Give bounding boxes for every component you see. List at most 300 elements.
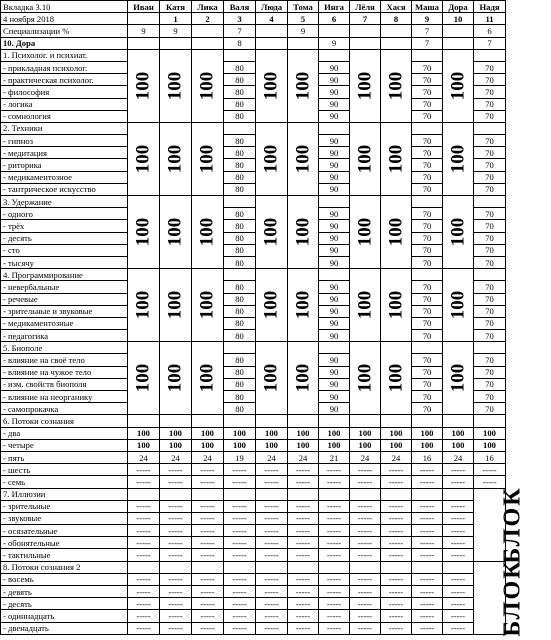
- big-value-text: 100: [292, 364, 313, 393]
- big-value: [256, 49, 288, 122]
- big-value: [288, 196, 319, 269]
- dash-cell: -----: [319, 573, 350, 585]
- dash-cell: -----: [350, 610, 381, 622]
- table-row: [1, 256, 506, 268]
- big-value: [160, 269, 192, 342]
- value-cell: 90: [319, 391, 350, 403]
- value-cell: 100: [224, 439, 256, 451]
- row-label: - звуковые: [1, 512, 128, 524]
- person-number: 9: [412, 13, 443, 25]
- big-value-text: 100: [447, 364, 468, 393]
- dash-cell: -----: [256, 500, 288, 512]
- value-cell: 100: [381, 427, 412, 439]
- value-cell: 80: [224, 256, 256, 268]
- person-number: 8: [381, 13, 412, 25]
- value-cell: 70: [412, 391, 443, 403]
- dash-cell: -----: [256, 537, 288, 549]
- person-name: Тома: [288, 1, 319, 13]
- dash-cell: -----: [381, 525, 412, 537]
- big-value: [443, 49, 474, 122]
- dash-cell: -----: [256, 586, 288, 598]
- value-cell: -----: [443, 464, 474, 476]
- dash-cell: -----: [160, 525, 192, 537]
- dash-cell: -----: [443, 622, 474, 634]
- value-cell: 90: [319, 317, 350, 329]
- big-value: [128, 342, 160, 415]
- value-cell: 100: [412, 439, 443, 451]
- dora-value: [192, 37, 224, 49]
- dash-cell: -----: [381, 512, 412, 524]
- row-label: - самопрокачка: [1, 403, 128, 415]
- value-cell: 80: [224, 208, 256, 220]
- big-value: [128, 49, 160, 122]
- table-row: [1, 427, 506, 439]
- big-value-text: 100: [354, 217, 375, 247]
- dora-value: [288, 37, 319, 49]
- table-cell: [319, 488, 350, 500]
- table-cell: [474, 415, 506, 427]
- table-cell: [288, 561, 319, 573]
- big-value-text: 100: [164, 144, 186, 174]
- value-cell: 21: [319, 451, 350, 463]
- section-title-row: [1, 269, 506, 281]
- value-cell: 24: [288, 451, 319, 463]
- value-cell: 100: [160, 439, 192, 451]
- value-cell: 100: [160, 427, 192, 439]
- big-value-text: 100: [354, 290, 375, 320]
- big-value-text: 100: [196, 290, 218, 320]
- table-cell: [412, 122, 443, 134]
- row-label: - влияние на чужое тело: [1, 366, 128, 378]
- big-value-text: 100: [385, 290, 406, 320]
- value-cell: 80: [224, 366, 256, 378]
- big-value-text: 100: [447, 144, 468, 174]
- dash-cell: -----: [192, 512, 224, 524]
- big-value-text: 100: [164, 290, 186, 320]
- big-value: [160, 122, 192, 195]
- table-row: [1, 451, 506, 463]
- value-cell: 70: [412, 110, 443, 122]
- special-row: [1, 25, 506, 37]
- value-cell: 70: [474, 74, 506, 86]
- value-cell: -----: [288, 464, 319, 476]
- dora-row: [1, 37, 506, 49]
- row-label: - влияние на неорганику: [1, 391, 128, 403]
- big-value: [192, 269, 224, 342]
- row-label: - изм. свойств биополя: [1, 378, 128, 390]
- dash-cell: -----: [224, 525, 256, 537]
- dash-cell: -----: [350, 622, 381, 634]
- value-cell: 24: [160, 451, 192, 463]
- special-value: 6: [474, 25, 506, 37]
- dora-value: 7: [412, 37, 443, 49]
- big-value: [288, 122, 319, 195]
- person-name: Лёля: [350, 1, 381, 13]
- section-title: 4. Программирование: [1, 269, 128, 281]
- value-cell: 80: [224, 74, 256, 86]
- person-name: Надя: [474, 1, 506, 13]
- dash-cell: -----: [443, 500, 474, 512]
- dash-cell: -----: [319, 525, 350, 537]
- table-row: [1, 586, 506, 598]
- big-value: [381, 122, 412, 195]
- person-name: Маша: [412, 1, 443, 13]
- dash-cell: -----: [381, 586, 412, 598]
- row-label: - одного: [1, 208, 128, 220]
- dash-cell: -----: [319, 549, 350, 561]
- value-cell: 90: [319, 293, 350, 305]
- table-row: [1, 232, 506, 244]
- value-cell: 70: [474, 147, 506, 159]
- dora-value: 8: [224, 37, 256, 49]
- value-cell: -----: [381, 476, 412, 488]
- table-cell: [412, 561, 443, 573]
- person-number: 5: [288, 13, 319, 25]
- dash-cell: -----: [381, 500, 412, 512]
- table-cell: [128, 488, 160, 500]
- table-row: [1, 439, 506, 451]
- value-cell: 70: [474, 305, 506, 317]
- value-cell: 70: [412, 256, 443, 268]
- value-cell: 70: [474, 220, 506, 232]
- header-row: [1, 13, 506, 25]
- value-cell: 100: [192, 427, 224, 439]
- dash-cell: -----: [381, 549, 412, 561]
- value-cell: 80: [224, 220, 256, 232]
- value-cell: 90: [319, 256, 350, 268]
- table-cell: [224, 415, 256, 427]
- value-cell: 90: [319, 208, 350, 220]
- table-row: [1, 147, 506, 159]
- dash-cell: -----: [224, 610, 256, 622]
- value-cell: 80: [224, 86, 256, 98]
- value-cell: 70: [474, 98, 506, 110]
- value-cell: 70: [412, 232, 443, 244]
- big-value-text: 100: [260, 217, 282, 247]
- table-row: [1, 610, 506, 622]
- table-cell: [381, 415, 412, 427]
- row-label: - философия: [1, 86, 128, 98]
- big-value: [381, 196, 412, 269]
- value-cell: 80: [224, 281, 256, 293]
- value-cell: 90: [319, 135, 350, 147]
- dash-cell: -----: [224, 622, 256, 634]
- row-label: - девять: [1, 586, 128, 598]
- value-cell: 70: [412, 208, 443, 220]
- value-cell: 90: [319, 74, 350, 86]
- big-value-text: 100: [164, 71, 186, 101]
- value-cell: 24: [128, 451, 160, 463]
- dash-cell: -----: [288, 525, 319, 537]
- person-number: 7: [350, 13, 381, 25]
- big-value: [192, 196, 224, 269]
- table-cell: [256, 561, 288, 573]
- big-value-text: 100: [447, 71, 468, 101]
- table-row: [1, 61, 506, 73]
- value-cell: 70: [474, 256, 506, 268]
- person-number: 10: [443, 13, 474, 25]
- value-cell: 70: [474, 183, 506, 195]
- big-value-text: 100: [132, 144, 154, 174]
- table-cell: [160, 415, 192, 427]
- table-row: [1, 354, 506, 366]
- value-cell: 100: [192, 439, 224, 451]
- dash-cell: -----: [128, 610, 160, 622]
- value-cell: 70: [412, 159, 443, 171]
- big-value: [288, 49, 319, 122]
- table-cell: [412, 342, 443, 354]
- value-cell: 80: [224, 330, 256, 342]
- big-value-text: 100: [292, 217, 313, 247]
- dash-cell: -----: [192, 537, 224, 549]
- value-cell: -----: [350, 476, 381, 488]
- table-cell: [224, 196, 256, 208]
- person-name: Дора: [443, 1, 474, 13]
- table-cell: [160, 561, 192, 573]
- tab-title: Вкладка 3.10: [1, 1, 128, 13]
- dash-cell: -----: [224, 537, 256, 549]
- table-row: [1, 183, 506, 195]
- person-name: Хася: [381, 1, 412, 13]
- big-value: [381, 49, 412, 122]
- table-row: [1, 305, 506, 317]
- section-title-row: [1, 196, 506, 208]
- value-cell: 80: [224, 293, 256, 305]
- dash-cell: -----: [350, 537, 381, 549]
- row-label: - восемь: [1, 573, 128, 585]
- value-cell: 70: [412, 281, 443, 293]
- dash-cell: -----: [224, 586, 256, 598]
- dash-cell: -----: [288, 573, 319, 585]
- table-row: [1, 74, 506, 86]
- special-label: Специализации %: [1, 25, 128, 37]
- value-cell: 70: [412, 171, 443, 183]
- section-title-row: [1, 49, 506, 61]
- value-cell: -----: [224, 476, 256, 488]
- dash-cell: -----: [256, 525, 288, 537]
- dash-cell: -----: [192, 586, 224, 598]
- person-number: 11: [474, 13, 506, 25]
- table-cell: [319, 49, 350, 61]
- value-cell: -----: [381, 464, 412, 476]
- row-label: - речевые: [1, 293, 128, 305]
- value-cell: 70: [412, 403, 443, 415]
- value-cell: -----: [474, 464, 506, 476]
- row-label: - медитация: [1, 147, 128, 159]
- dash-cell: -----: [319, 598, 350, 610]
- value-cell: 90: [319, 244, 350, 256]
- row-label: - педагогика: [1, 330, 128, 342]
- dash-cell: -----: [160, 549, 192, 561]
- value-cell: 100: [319, 427, 350, 439]
- value-cell: 24: [350, 451, 381, 463]
- row-label: - трёх: [1, 220, 128, 232]
- dash-cell: -----: [160, 586, 192, 598]
- value-cell: 80: [224, 403, 256, 415]
- big-value-text: 100: [385, 364, 406, 393]
- dora-value: [350, 37, 381, 49]
- dash-cell: -----: [381, 610, 412, 622]
- big-value: [128, 196, 160, 269]
- big-value-text: 100: [132, 217, 154, 247]
- table-row: [1, 476, 506, 488]
- row-label: - сомнология: [1, 110, 128, 122]
- big-value-text: 100: [196, 144, 218, 174]
- big-value-text: 100: [292, 290, 313, 320]
- table-row: [1, 464, 506, 476]
- table-row: [1, 330, 506, 342]
- table-row: [1, 159, 506, 171]
- big-value-text: 100: [260, 144, 282, 174]
- table-row: [1, 110, 506, 122]
- dash-cell: -----: [443, 549, 474, 561]
- big-value-text: 100: [196, 71, 218, 101]
- value-cell: 80: [224, 171, 256, 183]
- section-title: 5. Биополе: [1, 342, 128, 354]
- section-title-row: [1, 122, 506, 134]
- date-label: 4 ноября 2018: [1, 13, 128, 25]
- dash-cell: -----: [412, 512, 443, 524]
- special-value: [381, 25, 412, 37]
- value-cell: 70: [412, 86, 443, 98]
- table-row: [1, 573, 506, 585]
- dash-cell: -----: [381, 573, 412, 585]
- value-cell: 70: [412, 61, 443, 73]
- value-cell: 100: [256, 427, 288, 439]
- value-cell: -----: [256, 464, 288, 476]
- row-label: - десять: [1, 232, 128, 244]
- table-row: [1, 317, 506, 329]
- row-label: - медикаментозное: [1, 171, 128, 183]
- table-cell: [474, 269, 506, 281]
- person-number: 4: [256, 13, 288, 25]
- dash-cell: -----: [160, 500, 192, 512]
- dash-cell: -----: [381, 622, 412, 634]
- special-value: 9: [288, 25, 319, 37]
- value-cell: 70: [412, 183, 443, 195]
- table-cell: [443, 415, 474, 427]
- special-value: [443, 25, 474, 37]
- value-cell: 100: [443, 427, 474, 439]
- dora-value: 9: [319, 37, 350, 49]
- dash-cell: -----: [192, 500, 224, 512]
- table-cell: [350, 561, 381, 573]
- big-value-text: 100: [260, 290, 282, 320]
- row-label: - гипноз: [1, 135, 128, 147]
- dash-cell: -----: [443, 573, 474, 585]
- table-row: [1, 622, 506, 634]
- dash-cell: -----: [412, 525, 443, 537]
- big-value: [192, 122, 224, 195]
- section-title-row: [1, 342, 506, 354]
- value-cell: 90: [319, 171, 350, 183]
- value-cell: 80: [224, 135, 256, 147]
- person-name: Катя: [160, 1, 192, 13]
- dash-cell: -----: [128, 622, 160, 634]
- dash-cell: -----: [350, 586, 381, 598]
- big-value-text: 100: [132, 71, 154, 101]
- row-label: - четыре: [1, 439, 128, 451]
- big-value: [350, 196, 381, 269]
- value-cell: 90: [319, 378, 350, 390]
- big-value: [350, 342, 381, 415]
- value-cell: 70: [412, 244, 443, 256]
- special-value: [192, 25, 224, 37]
- dash-cell: -----: [256, 549, 288, 561]
- value-cell: 70: [474, 208, 506, 220]
- value-cell: 70: [474, 110, 506, 122]
- value-cell: 100: [256, 439, 288, 451]
- dash-cell: -----: [256, 610, 288, 622]
- table-row: [1, 525, 506, 537]
- dash-cell: -----: [256, 512, 288, 524]
- value-cell: 70: [412, 220, 443, 232]
- big-value-text: 100: [385, 217, 406, 247]
- big-value-text: 100: [354, 364, 375, 393]
- dash-cell: -----: [160, 610, 192, 622]
- dash-cell: -----: [288, 537, 319, 549]
- person-number: 3: [224, 13, 256, 25]
- row-label: - десять: [1, 598, 128, 610]
- row-label: - обонятельные: [1, 537, 128, 549]
- value-cell: 80: [224, 98, 256, 110]
- row-label: - влияние на своё тело: [1, 354, 128, 366]
- value-cell: 70: [412, 74, 443, 86]
- table-cell: [224, 269, 256, 281]
- big-value: [192, 49, 224, 122]
- value-cell: 100: [474, 427, 506, 439]
- dash-cell: -----: [350, 500, 381, 512]
- person-number: 6: [319, 13, 350, 25]
- table-row: [1, 244, 506, 256]
- table-cell: [224, 342, 256, 354]
- value-cell: 80: [224, 147, 256, 159]
- big-value-text: 100: [292, 71, 313, 101]
- row-label: - двенадцать: [1, 622, 128, 634]
- big-value: [443, 122, 474, 195]
- value-cell: -----: [256, 476, 288, 488]
- row-label: - риторика: [1, 159, 128, 171]
- big-value: [192, 342, 224, 415]
- table-cell: [288, 488, 319, 500]
- row-label: - осязательные: [1, 525, 128, 537]
- row-label: - медикаментозные: [1, 317, 128, 329]
- dash-cell: -----: [319, 622, 350, 634]
- big-value: [443, 342, 474, 415]
- dash-cell: -----: [350, 598, 381, 610]
- value-cell: 19: [224, 451, 256, 463]
- value-cell: 70: [412, 305, 443, 317]
- dash-cell: -----: [288, 622, 319, 634]
- table-row: [1, 208, 506, 220]
- big-value-text: 100: [385, 71, 406, 101]
- table-cell: [381, 488, 412, 500]
- table-row: [1, 171, 506, 183]
- dash-cell: -----: [128, 500, 160, 512]
- big-value-text: 100: [447, 217, 468, 247]
- dash-cell: -----: [443, 610, 474, 622]
- row-label: - логика: [1, 98, 128, 110]
- dash-cell: -----: [412, 573, 443, 585]
- table-row: [1, 512, 506, 524]
- table-cell: [256, 488, 288, 500]
- table-cell: [381, 561, 412, 573]
- dash-cell: -----: [443, 586, 474, 598]
- value-cell: 100: [128, 439, 160, 451]
- value-cell: 100: [381, 439, 412, 451]
- section-title: 7. Иллюзии: [1, 488, 128, 500]
- table-cell: [192, 415, 224, 427]
